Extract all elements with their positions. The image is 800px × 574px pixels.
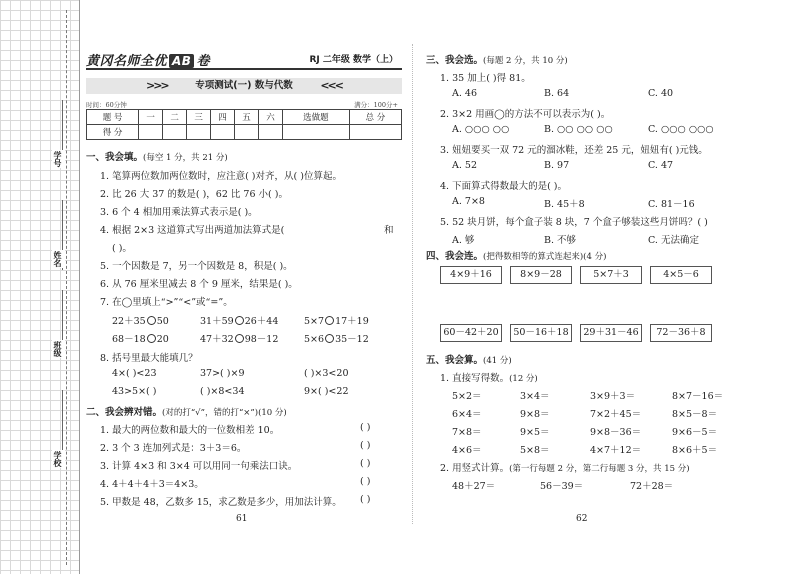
score-header: 一 <box>139 110 163 125</box>
score-header: 四 <box>211 110 235 125</box>
margin-label-student-id: 学号 <box>53 151 63 167</box>
section-5-title: 五、我会算。(41 分) <box>426 355 512 366</box>
header-banner <box>86 50 402 70</box>
answer-paren[interactable]: ( ) <box>360 422 371 433</box>
cut-line <box>66 10 67 565</box>
section-3-title: 三、我会选。(每题 2 分，共 10 分) <box>426 55 568 66</box>
calc-item: 7×8＝ <box>452 427 482 438</box>
compare-item: 47＋32 98－12 <box>200 334 279 345</box>
calc-item: 5×2＝ <box>452 391 482 402</box>
answer-circle[interactable] <box>235 316 244 325</box>
score-row-label: 得 分 <box>87 125 139 140</box>
score-header: 题 号 <box>87 110 139 125</box>
question-1-6: 6. 从 76 厘米里减去 8 个 9 厘米，结果是( )。 <box>100 279 298 290</box>
score-cell[interactable] <box>211 125 235 140</box>
calc-item: 9×8＝ <box>520 409 550 420</box>
judge-item: 3. 计算 4×3 和 3×4 可以用同一句乘法口诀。 <box>100 461 298 472</box>
option[interactable]: A. 够 <box>452 235 475 246</box>
match-box-top[interactable]: 4×9＋16 <box>440 266 502 284</box>
choice-question-4: 4. 下面算式得数最大的是( )。 <box>440 181 568 192</box>
page-number-left: 61 <box>236 514 248 524</box>
answer-circle[interactable] <box>325 316 334 325</box>
question-1-7: 7. 在◯里填上“>”“<”或“=”。 <box>100 297 233 308</box>
arrow-right-icon: >>> <box>146 79 168 92</box>
question-1-5: 5. 一个因数是 7，另一个因数是 8，积是( )。 <box>100 261 293 272</box>
answer-circle[interactable] <box>147 316 156 325</box>
vertical-calc-item: 48＋27＝ <box>452 481 496 492</box>
fill-item: 37>( )×9 <box>200 368 245 379</box>
calc-item: 5×8＝ <box>520 445 550 456</box>
full-score-label: 满分：100分+ <box>354 101 398 109</box>
calc-item: 9×6－5＝ <box>672 427 718 438</box>
option[interactable]: C. 40 <box>648 88 674 99</box>
answer-paren[interactable]: ( ) <box>360 440 371 451</box>
option[interactable]: B. 不够 <box>544 235 577 246</box>
choice-question-2: 2. 3×2 用画◯的方法不可以表示为( )。 <box>440 109 611 120</box>
compare-item: 5×7 17＋19 <box>304 316 369 327</box>
vertical-calc-item: 72＋28＝ <box>630 481 674 492</box>
grade-label: RJ 二年级 数学（上） <box>309 55 398 65</box>
option[interactable]: C. 81－16 <box>648 199 695 210</box>
question-1-4-line2: ( )。 <box>112 243 132 254</box>
option[interactable]: B. 45＋8 <box>544 199 585 210</box>
time-score-row <box>86 100 402 109</box>
calc-item: 3×4＝ <box>520 391 550 402</box>
section-4-title: 四、我会连。(把得数相等的算式连起来)(4 分) <box>426 251 607 262</box>
vertical-calc-item: 56－39＝ <box>540 481 584 492</box>
margin-label-class: 班级 <box>53 341 63 357</box>
match-box-bottom[interactable]: 50－16＋18 <box>510 324 572 342</box>
score-header: 六 <box>259 110 283 125</box>
match-box-bottom[interactable]: 72－36＋8 <box>650 324 712 342</box>
question-1-4: 4. 根据 2×3 这道算式写出两道加法算式是( <box>100 225 285 236</box>
option[interactable]: C. 无法确定 <box>648 235 699 246</box>
calc-item: 3×9＋3＝ <box>590 391 636 402</box>
page-divider <box>412 44 413 524</box>
option[interactable]: A. 52 <box>452 160 477 171</box>
option[interactable]: B. 97 <box>544 160 570 171</box>
score-header: 总 分 <box>349 110 401 125</box>
option[interactable]: B. 64 <box>544 88 570 99</box>
score-header: 选做题 <box>282 110 349 125</box>
match-box-bottom[interactable]: 29＋31－46 <box>580 324 642 342</box>
judge-item: 1. 最大的两位数和最大的一位数相差 10。 <box>100 425 280 436</box>
calc-item: 8×5－8＝ <box>672 409 718 420</box>
score-header: 三 <box>187 110 211 125</box>
margin-label-name: 姓名 <box>53 251 63 267</box>
question-1-8: 8. 括号里最大能填几？ <box>100 353 198 364</box>
calc-item: 9×5＝ <box>520 427 550 438</box>
compare-item: 5×6 35－12 <box>304 334 369 345</box>
score-cell[interactable] <box>282 125 349 140</box>
score-cell[interactable] <box>139 125 163 140</box>
score-header: 二 <box>163 110 187 125</box>
answer-circle[interactable] <box>325 334 334 343</box>
judge-item: 5. 甲数是 48，乙数多 15，求乙数是多少，用加法计算。 <box>100 497 342 508</box>
fill-item: 43>5×( ) <box>112 386 157 397</box>
calc-item: 9×8－36＝ <box>590 427 642 438</box>
calc-item: 4×6＝ <box>452 445 482 456</box>
score-header: 五 <box>235 110 259 125</box>
option[interactable]: C. 47 <box>648 160 674 171</box>
question-1-3: 3. 6 个 4 相加用乘法算式表示是( )。 <box>100 207 258 218</box>
page-number-right: 62 <box>576 514 588 524</box>
calc-question-2: 2. 用竖式计算。(第一行每题 2 分，第二行每题 3 分，共 15 分) <box>440 463 690 474</box>
fill-item: ( )×8<34 <box>200 386 245 397</box>
score-cell[interactable] <box>235 125 259 140</box>
choice-question-5: 5. 52 块月饼，每个盒子装 8 块，7 个盒子够装这些月饼吗？( ) <box>440 217 708 228</box>
fill-item: 4×( )<23 <box>112 368 157 379</box>
question-1-4-and: 和 <box>384 225 394 236</box>
margin-label-school: 学校 <box>53 451 63 467</box>
match-box-top[interactable]: 4×5－6 <box>650 266 712 284</box>
section-1-title: 一、我会填。(每空 1 分，共 21 分) <box>86 152 228 163</box>
calc-question-1: 1. 直接写得数。(12 分) <box>440 373 538 384</box>
fill-line <box>62 390 63 450</box>
option[interactable]: B. ○○ ○○ ○○ <box>544 124 613 135</box>
compare-item: 22＋35 50 <box>112 316 169 327</box>
binding-margin <box>0 0 80 574</box>
calc-item: 8×6＋5＝ <box>672 445 718 456</box>
match-box-top[interactable]: 5×7＋3 <box>580 266 642 284</box>
calc-item: 8×7－16＝ <box>672 391 724 402</box>
question-1-2: 2. 比 26 大 37 的数是( )，62 比 76 小( )。 <box>100 189 288 200</box>
calc-item: 4×7＋12＝ <box>590 445 642 456</box>
fill-item: ( )×3<20 <box>304 368 349 379</box>
option[interactable]: C. ○○○ ○○○ <box>648 124 714 135</box>
score-cell[interactable] <box>163 125 187 140</box>
fill-item: 9×( )<22 <box>304 386 349 397</box>
test-title: >>> 专项测试(一) 数与代数 <<< <box>86 78 402 94</box>
answer-paren[interactable]: ( ) <box>360 458 371 469</box>
match-box-bottom[interactable]: 60－42＋20 <box>440 324 502 342</box>
option[interactable]: A. 46 <box>452 88 477 99</box>
compare-item: 68－18 20 <box>112 334 169 345</box>
answer-paren[interactable]: ( ) <box>360 494 371 505</box>
calc-item: 7×2＋45＝ <box>590 409 642 420</box>
time-label: 时间：60分钟 <box>86 101 127 109</box>
arrow-left-icon: <<< <box>320 79 342 92</box>
compare-item: 31＋59 26＋44 <box>200 316 279 327</box>
score-cell[interactable] <box>259 125 283 140</box>
calc-item: 6×4＝ <box>452 409 482 420</box>
judge-item: 2. 3 个 3 连加列式是：3＋3＝6。 <box>100 443 247 454</box>
match-box-top[interactable]: 8×9－28 <box>510 266 572 284</box>
answer-circle[interactable] <box>147 334 156 343</box>
option[interactable]: A. 7×8 <box>452 196 485 207</box>
option[interactable]: A. ○○○ ○○ <box>452 124 510 135</box>
choice-question-3: 3. 妞妞要买一双 72 元的溜冰鞋，还差 25 元，妞妞有( )元钱。 <box>440 145 708 156</box>
score-cell[interactable] <box>349 125 401 140</box>
judge-item: 4. 4＋4＋4＋3＝4×3。 <box>100 479 204 490</box>
score-table <box>86 109 402 140</box>
choice-question-1: 1. 35 加上( )得 81。 <box>440 73 531 84</box>
answer-paren[interactable]: ( ) <box>360 476 371 487</box>
score-cell[interactable] <box>187 125 211 140</box>
section-2-title: 二、我会辨对错。(对的打“√”，错的打“×”)(10 分) <box>86 407 287 418</box>
answer-circle[interactable] <box>235 334 244 343</box>
brand-logo: 黄冈名师全优 AB 卷 <box>86 54 210 69</box>
question-1-1: 1. 笔算两位数加两位数时，应注意( )对齐，从( )位算起。 <box>100 171 342 182</box>
